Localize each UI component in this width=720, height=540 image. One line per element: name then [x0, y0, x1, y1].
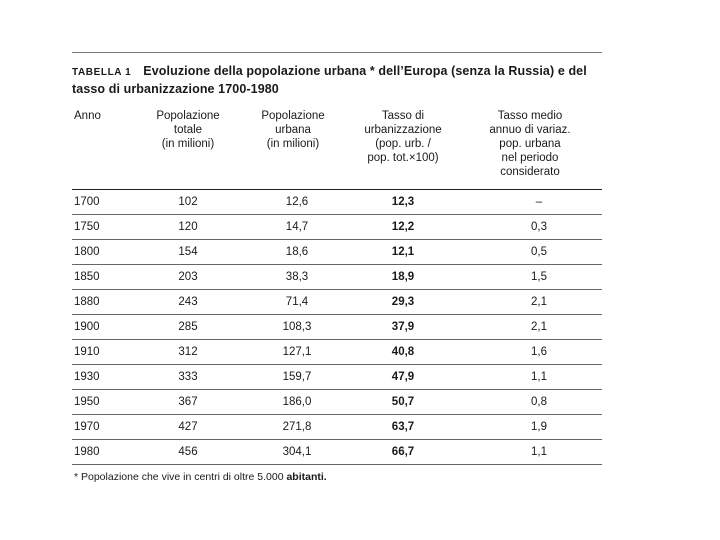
cell-tasso-urbanizzazione: 50,7: [348, 390, 458, 415]
caption-label: TABELLA 1: [72, 67, 132, 78]
cell-popolazione-urbana: 12,6: [238, 190, 348, 215]
table-row: [72, 265, 602, 290]
footnote: * Popolazione che vive in centri di oltre 5.000 abitanti.: [74, 471, 327, 483]
cell-tasso-medio: 2,1: [458, 315, 602, 340]
cell-anno: 1910: [72, 340, 138, 365]
cell-anno: 1950: [72, 390, 138, 415]
table-row: [72, 240, 602, 265]
data-table: [72, 109, 602, 465]
cell-tasso-medio: 1,9: [458, 415, 602, 440]
cell-anno: 1970: [72, 415, 138, 440]
cell-anno: 1750: [72, 215, 138, 240]
header-popolazione-urbana: Popolazione urbana (in milioni): [238, 109, 348, 190]
document-page: [72, 52, 602, 483]
table-row: [72, 390, 602, 415]
cell-tasso-urbanizzazione: 66,7: [348, 440, 458, 465]
cell-tasso-medio: 1,1: [458, 365, 602, 390]
cell-tasso-medio: 1,5: [458, 265, 602, 290]
cell-popolazione-totale: 120: [138, 215, 238, 240]
header-anno: Anno: [72, 109, 138, 190]
caption-title: Evoluzione della popolazione urbana * dell’Europa (senza la Russia) e del tasso di urbanizzazione 1700-1980: [72, 64, 587, 96]
cell-tasso-urbanizzazione: 12,1: [348, 240, 458, 265]
cell-popolazione-urbana: 304,1: [238, 440, 348, 465]
cell-tasso-medio: 0,8: [458, 390, 602, 415]
cell-popolazione-totale: 285: [138, 315, 238, 340]
cell-tasso-medio: –: [458, 190, 602, 215]
cell-popolazione-urbana: 18,6: [238, 240, 348, 265]
cell-anno: 1700: [72, 190, 138, 215]
cell-anno: 1980: [72, 440, 138, 465]
cell-popolazione-totale: 333: [138, 365, 238, 390]
cell-popolazione-totale: 102: [138, 190, 238, 215]
header-tasso-urbanizzazione: Tasso di urbanizzazione (pop. urb. / pop. tot.×100): [348, 109, 458, 190]
cell-popolazione-urbana: 127,1: [238, 340, 348, 365]
header-tasso-medio: Tasso medio annuo di variaz. pop. urbana nel periodo considerato: [458, 109, 602, 190]
cell-tasso-urbanizzazione: 12,2: [348, 215, 458, 240]
cell-tasso-medio: 2,1: [458, 290, 602, 315]
cell-anno: 1900: [72, 315, 138, 340]
cell-anno: 1880: [72, 290, 138, 315]
cell-popolazione-urbana: 14,7: [238, 215, 348, 240]
table-row: [72, 365, 602, 390]
table-row: [72, 190, 602, 215]
table-body: [72, 190, 602, 465]
cell-tasso-urbanizzazione: 12,3: [348, 190, 458, 215]
cell-tasso-urbanizzazione: 29,3: [348, 290, 458, 315]
table-row: [72, 215, 602, 240]
cell-popolazione-urbana: 108,3: [238, 315, 348, 340]
cell-popolazione-urbana: 271,8: [238, 415, 348, 440]
table-caption: [72, 63, 602, 97]
table-row: [72, 315, 602, 340]
cell-tasso-urbanizzazione: 47,9: [348, 365, 458, 390]
cell-popolazione-totale: 312: [138, 340, 238, 365]
header-popolazione-totale: Popolazione totale (in milioni): [138, 109, 238, 190]
cell-popolazione-totale: 427: [138, 415, 238, 440]
cell-anno: 1800: [72, 240, 138, 265]
cell-popolazione-totale: 203: [138, 265, 238, 290]
cell-tasso-urbanizzazione: 18,9: [348, 265, 458, 290]
cell-anno: 1850: [72, 265, 138, 290]
cell-popolazione-urbana: 71,4: [238, 290, 348, 315]
table-row: [72, 290, 602, 315]
top-rule: [72, 52, 602, 53]
cell-tasso-urbanizzazione: 63,7: [348, 415, 458, 440]
cell-tasso-medio: 0,3: [458, 215, 602, 240]
cell-popolazione-totale: 456: [138, 440, 238, 465]
cell-popolazione-totale: 154: [138, 240, 238, 265]
cell-anno: 1930: [72, 365, 138, 390]
cell-popolazione-urbana: 159,7: [238, 365, 348, 390]
cell-popolazione-urbana: 186,0: [238, 390, 348, 415]
cell-popolazione-totale: 367: [138, 390, 238, 415]
header-row: [72, 109, 602, 190]
cell-tasso-urbanizzazione: 37,9: [348, 315, 458, 340]
table-row: [72, 440, 602, 465]
table-row: [72, 415, 602, 440]
cell-tasso-medio: 1,6: [458, 340, 602, 365]
table-row: [72, 340, 602, 365]
cell-tasso-urbanizzazione: 40,8: [348, 340, 458, 365]
cell-tasso-medio: 0,5: [458, 240, 602, 265]
cell-popolazione-totale: 243: [138, 290, 238, 315]
cell-popolazione-urbana: 38,3: [238, 265, 348, 290]
cell-tasso-medio: 1,1: [458, 440, 602, 465]
